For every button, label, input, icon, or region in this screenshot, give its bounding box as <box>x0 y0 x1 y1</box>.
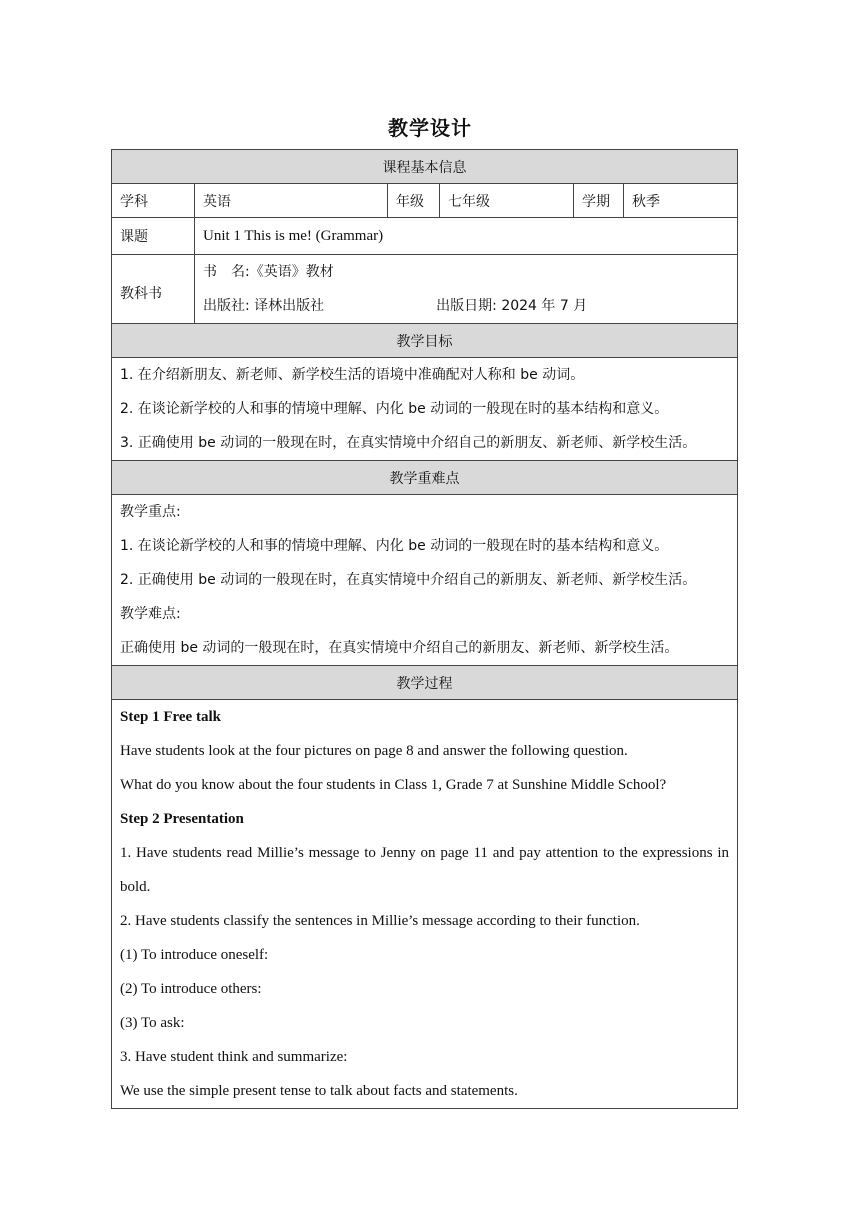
publisher-line <box>203 289 729 323</box>
objective-item: 2. 在谈论新学校的人和事的情境中理解、内化 be 动词的一般现在时的基本结构和意义。 <box>120 401 669 417</box>
focus-label: 教学重点: <box>120 504 181 520</box>
section-objectives: 教学目标 <box>112 324 738 358</box>
textbook-info <box>195 255 738 324</box>
topic-row <box>112 218 738 255</box>
step1-line: What do you know about the four students in Class 1, Grade 7 at Sunshine Middle School? <box>120 777 667 793</box>
objectives-cell <box>112 358 738 461</box>
document-title: 教学设计 <box>388 116 472 140</box>
step1-title: Step 1 Free talk <box>120 709 221 725</box>
book-name: 书 名:《英语》教材 <box>203 264 334 280</box>
section-process: 教学过程 <box>112 666 738 700</box>
objective-item: 3. 正确使用 be 动词的一般现在时，在真实情境中介绍自己的新朋友、新老师、新学校生活。 <box>120 435 697 451</box>
step1-line: Have students look at the four pictures on page 8 and answer the following question. <box>120 743 628 759</box>
section-key-points: 教学重难点 <box>112 461 738 495</box>
publisher: 出版社: 译林出版社 <box>203 298 325 314</box>
publish-date: 出版日期: 2024 年 7 月 <box>436 298 588 314</box>
section-header-row <box>112 666 738 700</box>
objectives-row <box>112 358 738 461</box>
difficulty-text: 正确使用 be 动词的一般现在时，在真实情境中介绍自己的新朋友、新老师、新学校生活。 <box>120 640 679 656</box>
step2-title: Step 2 Presentation <box>120 811 244 827</box>
focus-item: 2. 正确使用 be 动词的一般现在时，在真实情境中介绍自己的新朋友、新老师、新学校生活。 <box>120 572 697 588</box>
key-points-row <box>112 495 738 666</box>
topic-value: Unit 1 This is me! (Grammar) <box>195 218 738 255</box>
objective-item: 1. 在介绍新朋友、新老师、新学校生活的语境中准确配对人称和 be 动词。 <box>120 367 585 383</box>
step2-summary: We use the simple present tense to talk about facts and statements. <box>120 1083 518 1099</box>
focus-item: 1. 在谈论新学校的人和事的情境中理解、内化 be 动词的一般现在时的基本结构和意义。 <box>120 538 669 554</box>
process-cell <box>112 700 738 1109</box>
section-header-row <box>112 150 738 184</box>
lesson-plan-table <box>111 149 738 1109</box>
section-header-row <box>112 324 738 358</box>
step2-subitem: (3) To ask: <box>120 1015 185 1031</box>
term-value: 秋季 <box>624 184 738 218</box>
section-basic-info: 课程基本信息 <box>112 150 738 184</box>
textbook-row <box>112 255 738 324</box>
difficulty-label: 教学难点: <box>120 606 181 622</box>
key-points-cell <box>112 495 738 666</box>
step2-subitem: (1) To introduce oneself: <box>120 947 269 963</box>
textbook-label: 教科书 <box>112 255 195 324</box>
grade-value: 七年级 <box>440 184 574 218</box>
step2-item: 2. Have students classify the sentences in Millie’s message according to their function. <box>120 913 640 929</box>
basic-info-row <box>112 184 738 218</box>
step2-item: 3. Have student think and summarize: <box>120 1049 348 1065</box>
topic-label: 课题 <box>112 218 195 255</box>
process-row <box>112 700 738 1109</box>
section-header-row <box>112 461 738 495</box>
subject-label: 学科 <box>112 184 195 218</box>
grade-label: 年级 <box>388 184 440 218</box>
subject-value: 英语 <box>195 184 388 218</box>
term-label: 学期 <box>574 184 624 218</box>
step2-subitem: (2) To introduce others: <box>120 981 262 997</box>
step2-item: 1. Have students read Millie’s message to Jenny on page 11 and pay attention to the expressions in bold. <box>120 845 730 895</box>
